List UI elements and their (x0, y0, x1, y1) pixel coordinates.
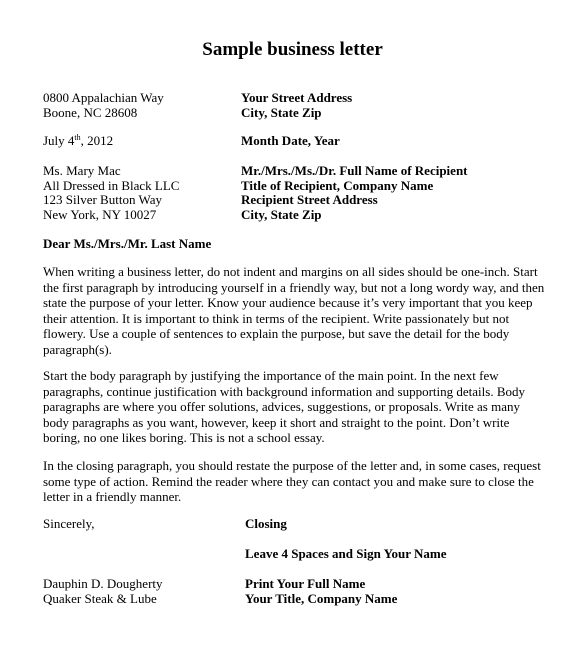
paragraph-line: flowery. Use a couple of sentences to explain the purpose, but save the detail for the body (43, 326, 510, 342)
body-paragraph-intro (43, 264, 543, 358)
paragraph-line: In the closing paragraph, you should restate the purpose of the letter and, in some cases, request (43, 458, 541, 473)
paragraph-line: paragraphs are where you offer solutions, advices, suggestions, or proposals. Write as many (43, 399, 520, 415)
paragraph-line: Start the body paragraph by justifying the importance of the main point. In the next few (43, 368, 499, 383)
paragraph-line: their attention. It is important to think in terms of the recipient. Write passionately but not (43, 310, 510, 326)
sender-street-hint: Your Street Address (241, 90, 353, 105)
recipient-name: Ms. Mary Mac (43, 163, 121, 178)
closing-hint: Closing (245, 516, 287, 531)
recipient-company: All Dressed in Black LLC (43, 178, 180, 193)
body-paragraph-closing (43, 458, 543, 505)
paragraph-line: letter in a friendly manner. (43, 489, 182, 505)
document-title: Sample business letter (202, 39, 383, 60)
paragraph-line: state the purpose of your letter. Know your audience because it’s very important that you keep (43, 295, 533, 311)
body-paragraph-main (43, 368, 543, 446)
paragraph-line: paragraph(s). (43, 341, 112, 357)
paragraph-line: body paragraphs as you want, however, keep it short and straight to the point. Don’t write (43, 414, 510, 430)
sender-street: 0800 Appalachian Way (43, 90, 164, 105)
letter-date (43, 133, 113, 148)
paragraph-line: When writing a business letter, do not indent and margins on all sides should be one-inch. Start (43, 264, 538, 279)
signature-hint: Leave 4 Spaces and Sign Your Name (245, 546, 447, 561)
recipient-name-hint: Mr./Mrs./Ms./Dr. Full Name of Recipient (241, 163, 468, 178)
sender-city: Boone, NC 28608 (43, 105, 138, 120)
paragraph-line: the first paragraph by introducing yourself in a friendly way, but not a long wordy way, and then (43, 279, 545, 295)
date-suffix: th (74, 133, 81, 142)
signer-title-hint: Your Title, Company Name (245, 591, 398, 606)
date-hint: Month Date, Year (241, 133, 340, 148)
paragraph-line: boring, no one likes boring. This is not a school essay. (43, 430, 325, 446)
date-year: , 2012 (80, 133, 114, 148)
signer-company: Quaker Steak & Lube (43, 591, 157, 606)
recipient-city-hint: City, State Zip (241, 207, 322, 222)
recipient-street: 123 Silver Button Way (43, 192, 162, 207)
closing: Sincerely, (43, 516, 95, 531)
salutation: Dear Ms./Mrs./Mr. Last Name (43, 236, 212, 251)
paragraph-line: some type of action. Remind the reader where they can contact you and make sure to close the (43, 473, 534, 489)
recipient-street-hint: Recipient Street Address (241, 192, 378, 207)
recipient-title-hint: Title of Recipient, Company Name (241, 178, 434, 193)
date-month-day: July 4 (43, 133, 75, 148)
paragraph-line: paragraphs, continue justification with background information and supporting details. Body (43, 383, 525, 399)
recipient-city: New York, NY 10027 (43, 207, 157, 222)
signer-name: Dauphin D. Dougherty (43, 576, 163, 591)
sender-city-hint: City, State Zip (241, 105, 322, 120)
signer-name-hint: Print Your Full Name (245, 576, 366, 591)
